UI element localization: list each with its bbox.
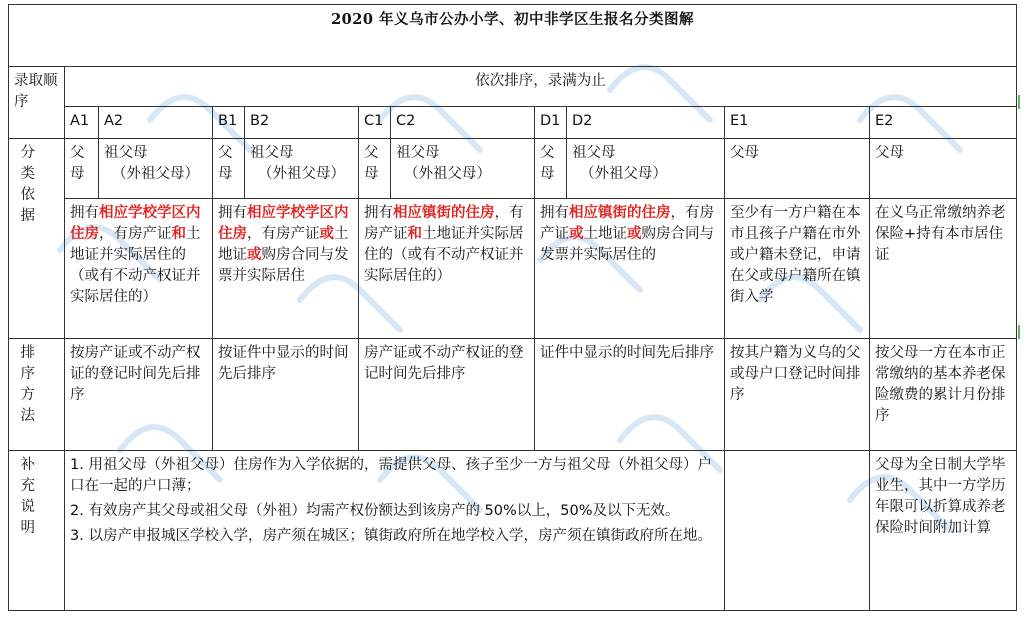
cat-a1: 父母 — [65, 139, 99, 199]
ranking-c: 房产证或不动产权证的登记时间先后排序 — [359, 339, 535, 451]
code-d2: D2 — [567, 107, 725, 139]
code-b2: B2 — [245, 107, 359, 139]
ranking-d: 证件中显示的时间先后排序 — [535, 339, 725, 451]
cat-d1: 父母 — [535, 139, 567, 199]
ranking-e2: 按父母一方在本市正常缴纳的基本养老保险缴费的累计月份排序 — [870, 339, 1017, 451]
page-title: 2020 年义乌市公办小学、初中非学区生报名分类图解 — [9, 5, 1017, 67]
supplement-row-label: 补充说明 — [9, 451, 65, 611]
cat-b2: 祖父母 （外祖父母） — [245, 139, 359, 199]
edge-indicator-top — [1018, 95, 1020, 109]
ranking-b: 按证件中显示的时间先后排序 — [213, 339, 359, 451]
basis-b: 拥有相应学校学区内住房，有房产证或土地证或购房合同与发票并实际居住 — [213, 199, 359, 339]
cat-c2: 祖父母 （外祖父母） — [391, 139, 535, 199]
cat-b1: 父母 — [213, 139, 245, 199]
ranking-row-label: 排序方法 — [9, 339, 65, 451]
code-e2: E2 — [870, 107, 1017, 139]
basis-e1: 至少有一方户籍在本市且孩子户籍在市外或户籍未登记，申请在父或母户籍所在镇街入学 — [725, 199, 870, 339]
code-a2: A2 — [99, 107, 213, 139]
basis-e2: 在义乌正常缴纳养老保险+持有本市居住证 — [870, 199, 1017, 339]
supplement-note-1: 1. 用祖父母（外祖父母）住房作为入学依据的，需提供父母、孩子至少一方与祖父母（外祖父母）户口在一起的户口薄； — [70, 457, 712, 494]
cat-c1: 父母 — [359, 139, 391, 199]
ranking-a: 按房产证或不动产权证的登记时间先后排序 — [65, 339, 213, 451]
cat-e1: 父母 — [725, 139, 870, 199]
cat-d2: 祖父母 （外祖父母） — [567, 139, 725, 199]
enrollment-table — [8, 4, 1017, 611]
supplement-e2: 父母为全日制大学毕业生，其中一方学历年限可以折算成养老保险时间附加计算 — [870, 451, 1017, 611]
cat-a2: 祖父母 （外祖父母） — [99, 139, 213, 199]
order-label: 录取顺序 — [9, 67, 65, 139]
cat-e2: 父母 — [870, 139, 1017, 199]
supplement-notes — [65, 451, 725, 611]
edge-indicator-bottom — [1018, 325, 1020, 339]
category-row-label: 分类依据 — [9, 139, 65, 339]
code-c2: C2 — [391, 107, 535, 139]
ranking-e1: 按其户籍为义乌的父或母户口登记时间排序 — [725, 339, 870, 451]
basis-a: 拥有相应学校学区内住房，有房产证和土地证并实际居住的（或有不动产权证并实际居住的） — [65, 199, 213, 339]
supplement-note-2: 2. 有效房产其父母或祖父母（外祖）均需产权份额达到该房产的 50%以上，50%及以下无效。 — [70, 503, 680, 519]
code-d1: D1 — [535, 107, 567, 139]
supplement-e1 — [725, 451, 870, 611]
supplement-note-3: 3. 以房产申报城区学校入学，房产须在城区；镇街政府所在地学校入学，房产须在镇街政府所在地。 — [70, 528, 712, 544]
code-a1: A1 — [65, 107, 99, 139]
basis-d: 拥有相应镇街的住房，有房产证或土地证或购房合同与发票并实际居住的 — [535, 199, 725, 339]
code-c1: C1 — [359, 107, 391, 139]
code-b1: B1 — [213, 107, 245, 139]
basis-c: 拥有相应镇街的住房，有房产证和土地证并实际居住的（或有不动产权证并实际居住的） — [359, 199, 535, 339]
code-e1: E1 — [725, 107, 870, 139]
order-note: 依次排序，录满为止 — [65, 67, 1017, 107]
